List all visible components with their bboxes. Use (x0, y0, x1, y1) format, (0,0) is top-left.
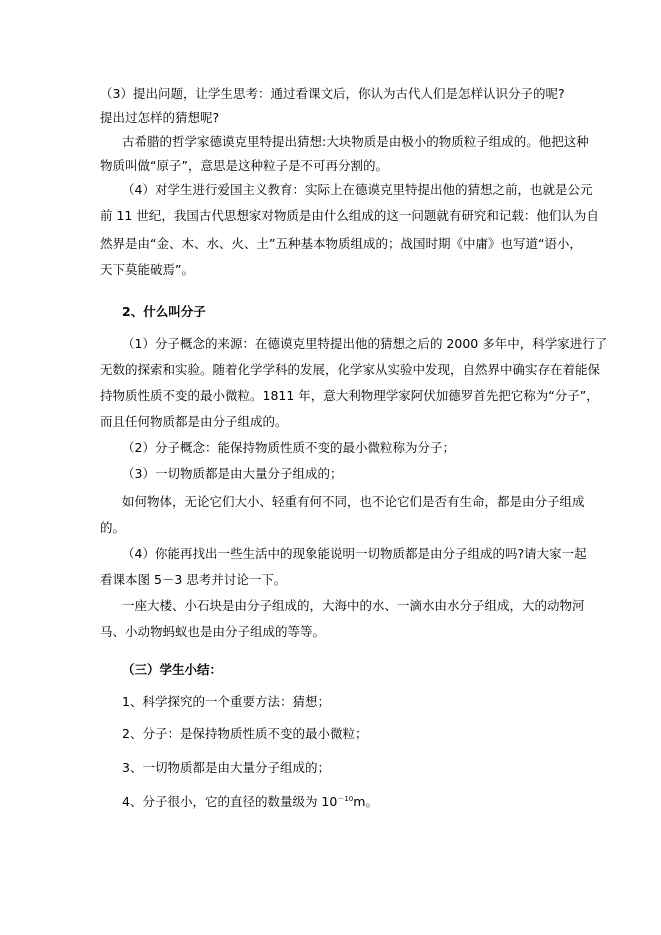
paragraph-greek-line-2: 物质叫做“原子”，意思是这种粒子是不可再分割的。 (100, 158, 388, 173)
paragraph-all-matter: （3）一切物质都是由大量分子组成的； (122, 466, 343, 481)
paragraph-concept: （2）分子概念：能保持物质性质不变的最小微粒称为分子； (122, 440, 455, 455)
paragraph-origin-line-1: （1）分子概念的来源：在德谟克里特提出他的猜想之后的 2000 多年中，科学家进行了 (122, 336, 608, 351)
paragraph-origin-line-3: 持物质性质不变的最小微粒。1811 年，意大利物理学家阿伏加德罗首先把它称为“分子”， (100, 388, 599, 403)
summary-item-1: 1、科学探究的一个重要方法：猜想； (122, 694, 330, 709)
summary-item-3: 3、一切物质都是由大量分子组成的； (122, 760, 330, 775)
paragraph-origin-line-4: 而且任何物质都是由分子组成的。 (100, 414, 288, 429)
paragraph-any-object-line-2: 的。 (100, 520, 126, 535)
section-heading-what-is-molecule: 2、什么叫分子 (122, 304, 206, 319)
summary-item-4-prefix: 4、分子很小，它的直径的数量级为 10 (122, 794, 338, 809)
paragraph-origin-line-2: 无数的探索和实验。随着化学学科的发展，化学家从实验中发现，自然界中确实存在着能保 (100, 362, 601, 377)
paragraph-find-phenomena-line-1: （4）你能再找出一些生活中的现象能说明一切物质都是由分子组成的吗?请大家一起 (122, 546, 587, 561)
paragraph-patriotic-line-1: （4）对学生进行爱国主义教育：实际上在德谟克里特提出他的猜想之前，也就是公元 (122, 182, 593, 197)
paragraph-examples-line-1: 一座大楼、小石块是由分子组成的，大海中的水、一滴水由水分子组成，大的动物河 (122, 598, 585, 613)
paragraph-question-line-1: （3）提出问题，让学生思考：通过看课文后，你认为古代人们是怎样认识分子的呢? (100, 86, 565, 101)
paragraph-greek-line-1: 古希腊的哲学家德谟克里特提出猜想:大块物质是由极小的物质粒子组成的。他把这种 (122, 134, 589, 149)
summary-item-4-suffix: m。 (353, 794, 378, 809)
section-heading-student-summary: （三）学生小结： (122, 662, 223, 677)
paragraph-patriotic-line-2: 前 11 世纪，我国古代思想家对物质是由什么组成的这一问题就有研究和记载：他们认为自 (100, 208, 599, 223)
paragraph-examples-line-2: 马、小动物蚂蚁也是由分子组成的等等。 (100, 624, 326, 639)
paragraph-patriotic-line-3: 然界是由“金、木、水、火、土”五种基本物质组成的；战国时期《中庸》也写道“语小， (100, 236, 582, 251)
paragraph-question-line-2: 提出过怎样的猜想呢? (100, 110, 220, 125)
summary-item-4-exponent: －10 (337, 794, 354, 803)
paragraph-patriotic-line-4: 天下莫能破焉”。 (100, 262, 194, 277)
paragraph-any-object-line-1: 如何物体，无论它们大小、轻重有何不同，也不论它们是否有生命，都是由分子组成 (122, 494, 585, 509)
summary-item-4 (122, 794, 602, 810)
summary-item-2: 2、分子：是保持物质性质不变的最小微粒； (122, 726, 368, 741)
paragraph-find-phenomena-line-2: 看课本图 5－3 思考并讨论一下。 (100, 572, 287, 587)
